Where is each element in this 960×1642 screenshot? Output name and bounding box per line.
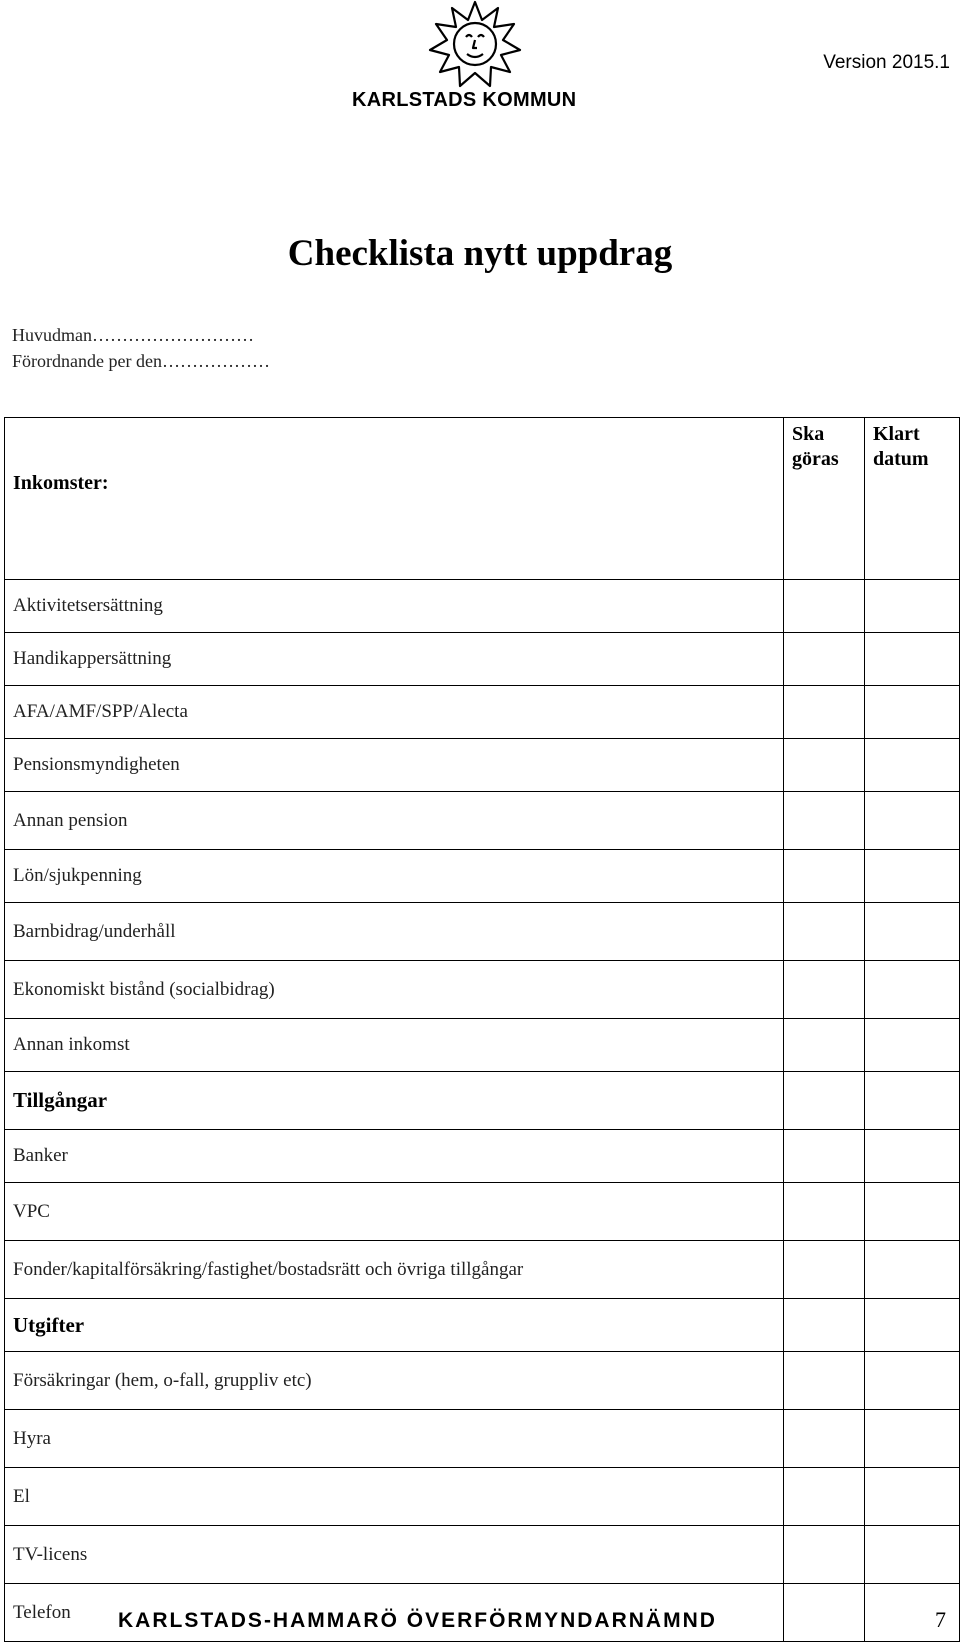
ska-goras-cell[interactable] [784,1183,865,1241]
klart-datum-cell[interactable] [865,1183,960,1241]
ska-goras-cell[interactable] [784,850,865,903]
row-label: Fonder/kapitalförsäkring/fastighet/bostadsrätt och övriga tillgångar [5,1241,784,1299]
row-label: Banker [5,1130,784,1183]
ska-goras-cell[interactable] [784,1352,865,1410]
column-header-ska-goras: Ska göras [784,418,865,580]
table-row [5,1526,960,1584]
page-title: Checklista nytt uppdrag [287,233,673,274]
row-label: El [5,1468,784,1526]
row-label: Hyra [5,1410,784,1468]
ska-goras-cell[interactable] [784,1019,865,1072]
table-row [5,792,960,850]
klart-datum-cell[interactable] [865,1241,960,1299]
row-label: Tillgångar [5,1072,784,1130]
table-row [5,1410,960,1468]
row-label: Telefon [5,1584,784,1642]
table-row [5,903,960,961]
table-row [5,580,960,633]
ska-goras-cell[interactable] [784,903,865,961]
klart-datum-cell[interactable] [865,1526,960,1584]
ska-goras-cell[interactable] [784,1130,865,1183]
klart-datum-cell[interactable] [865,580,960,633]
klart-datum-cell[interactable] [865,686,960,739]
row-label: Annan inkomst [5,1019,784,1072]
row-label: Försäkringar (hem, o-fall, gruppliv etc) [5,1352,784,1410]
checklist-table [4,417,960,1642]
klart-datum-cell[interactable] [865,1072,960,1130]
table-header-row [5,418,960,580]
klart-datum-cell[interactable] [865,1130,960,1183]
row-label: Aktivitetsersättning [5,580,784,633]
klart-datum-cell[interactable] [865,850,960,903]
table-row [5,961,960,1019]
section-label-inkomster: Inkomster: [5,418,784,580]
row-label: TV-licens [5,1526,784,1584]
ska-goras-cell[interactable] [784,1468,865,1526]
ska-goras-cell[interactable] [784,580,865,633]
row-label: AFA/AMF/SPP/Alecta [5,686,784,739]
row-label: Utgifter [5,1299,784,1352]
page-number: 7 [935,1607,946,1632]
table-row [5,1130,960,1183]
ska-goras-cell[interactable] [784,961,865,1019]
klart-datum-cell[interactable] [865,633,960,686]
klart-datum-cell[interactable] [865,1019,960,1072]
row-label: Pensionsmyndigheten [5,739,784,792]
table-row [5,739,960,792]
table-row [5,633,960,686]
table-row [5,1183,960,1241]
row-label: Handikappersättning [5,633,784,686]
forordnande-field[interactable]: Förordnande per den……………… [12,351,270,371]
klart-datum-cell[interactable] [865,1299,960,1352]
ska-goras-cell[interactable] [784,739,865,792]
sun-emblem-icon [428,0,522,88]
table-row [5,686,960,739]
klart-datum-cell[interactable] [865,961,960,1019]
ska-goras-cell[interactable] [784,686,865,739]
klart-datum-cell[interactable] [865,1410,960,1468]
footer-org: KARLSTADS-HAMMARÖ ÖVERFÖRMYNDARNÄMND [118,1609,717,1632]
row-label: Annan pension [5,792,784,850]
ska-goras-cell[interactable] [784,1241,865,1299]
ska-goras-cell[interactable] [784,1410,865,1468]
ska-goras-cell[interactable] [784,1526,865,1584]
karlstad-logo [340,0,610,115]
ska-goras-cell[interactable] [784,1299,865,1352]
column-header-klart-datum: Klart datum [865,418,960,580]
row-label: Lön/sjukpenning [5,850,784,903]
klart-datum-cell[interactable] [865,739,960,792]
ska-goras-cell[interactable] [784,633,865,686]
row-label: VPC [5,1183,784,1241]
table-row [5,1299,960,1352]
klart-datum-cell[interactable] [865,903,960,961]
row-label: Ekonomiskt bistånd (socialbidrag) [5,961,784,1019]
table-row [5,1352,960,1410]
table-row [5,1241,960,1299]
org-name: KARLSTADS KOMMUN [352,89,577,111]
table-row [5,1468,960,1526]
klart-datum-cell[interactable] [865,1468,960,1526]
table-row [5,1019,960,1072]
table-row [5,1072,960,1130]
klart-datum-cell[interactable] [865,1352,960,1410]
row-label: Barnbidrag/underhåll [5,903,784,961]
ska-goras-cell[interactable] [784,1072,865,1130]
ska-goras-cell[interactable] [784,1584,865,1642]
version-label: Version 2015.1 [823,52,950,73]
table-row [5,850,960,903]
ska-goras-cell[interactable] [784,792,865,850]
klart-datum-cell[interactable] [865,792,960,850]
huvudman-field[interactable]: Huvudman……………………… [12,325,254,345]
